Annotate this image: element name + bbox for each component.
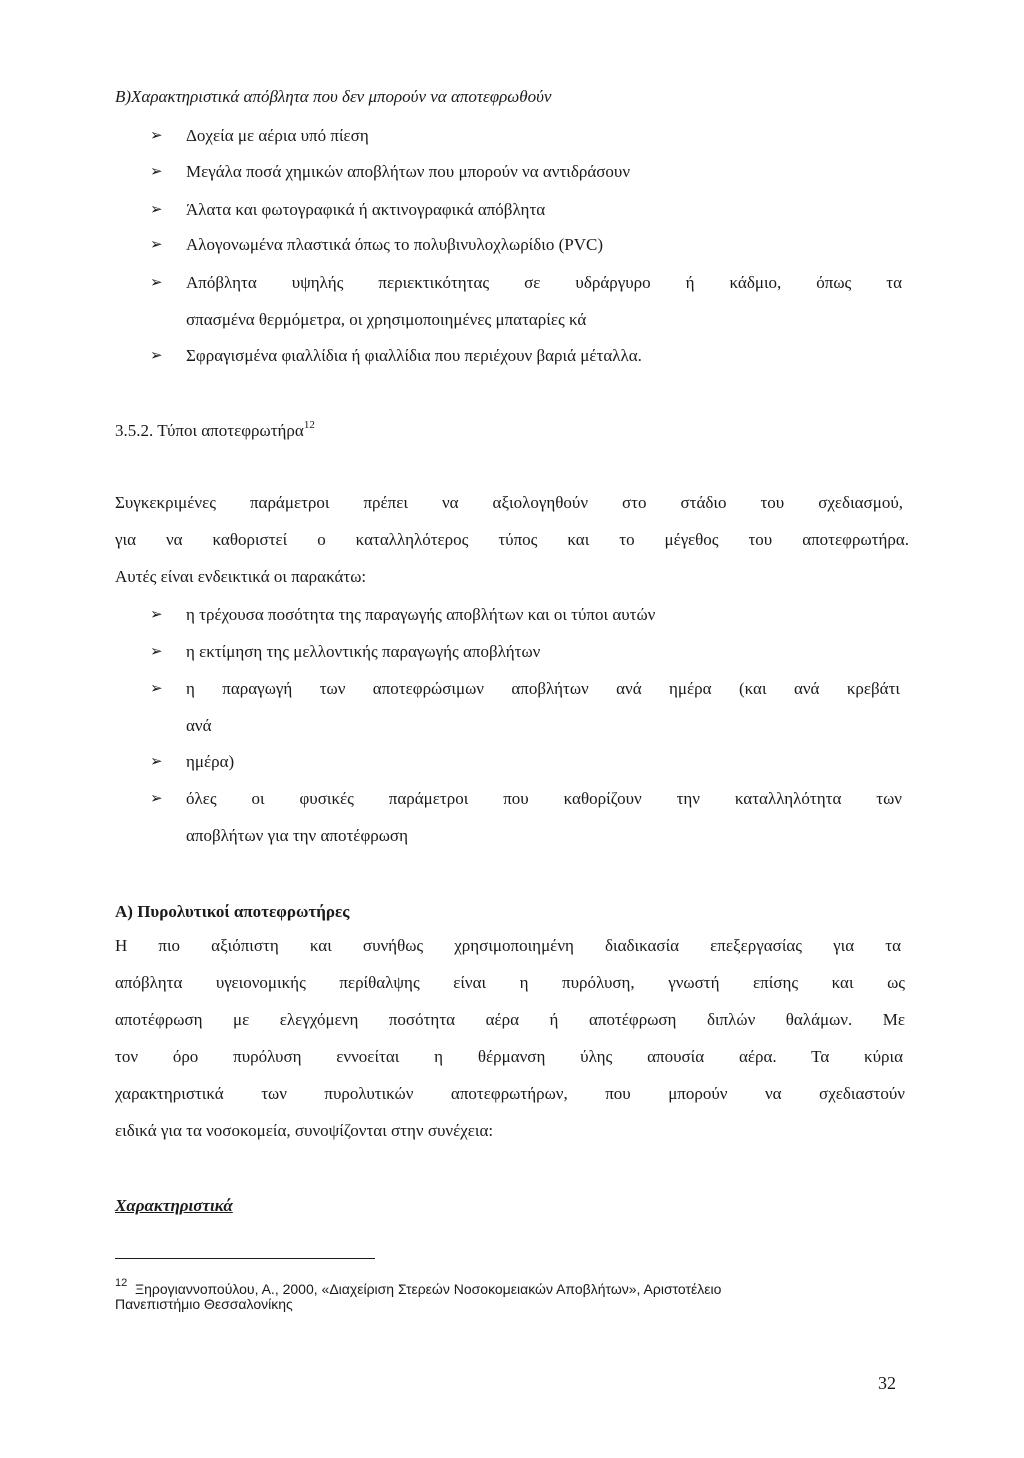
paragraph-line: ειδικά για τα νοσοκομεία, συνοψίζονται στην συνέχεια:	[115, 1121, 494, 1140]
list-item: Δοχεία με αέρια υπό πίεση	[186, 126, 369, 145]
bullet-icon: ➢	[150, 754, 163, 770]
list-item: Αλογονωμένα πλαστικά όπως το πολυβινυλοχλωρίδιο (PVC)	[186, 235, 603, 254]
section-heading	[115, 414, 315, 442]
footnote-number: 12	[115, 1277, 128, 1289]
bullet-icon: ➢	[150, 607, 163, 623]
bullet-icon: ➢	[150, 237, 163, 253]
list-item: η παραγωγή των αποτεφρώσιμων αποβλήτων ανά ημέρα (και ανά κρεβάτι	[186, 679, 900, 698]
subsection-a-title: Α) Πυρολυτικοί αποτεφρωτήρες	[115, 902, 350, 921]
bullet-icon: ➢	[150, 348, 163, 364]
list-item: όλες οι φυσικές παράμετροι που καθορίζουν την καταλληλότητα των	[186, 789, 902, 808]
bullet-icon: ➢	[150, 681, 163, 697]
list-item: ημέρα)	[186, 752, 235, 771]
paragraph-line: Αυτές είναι ενδεικτικά οι παρακάτω:	[115, 567, 367, 586]
bullet-icon: ➢	[150, 128, 163, 144]
list-item-continuation: ανά	[186, 716, 212, 735]
list-item: η τρέχουσα ποσότητα της παραγωγής αποβλήτων και οι τύποι αυτών	[186, 605, 656, 624]
paragraph-line: τον όρο πυρόλυση εννοείται η θέρμανση ύλης απουσία αέρα. Τα κύρια	[115, 1047, 903, 1066]
page-number: 32	[878, 1373, 896, 1393]
section-heading-text: 3.5.2. Τύποι αποτεφρωτήρα	[115, 421, 304, 440]
footnote-text-line2: Πανεπιστήμιο Θεσσαλονίκης	[115, 1296, 293, 1312]
bullet-icon: ➢	[150, 202, 163, 218]
paragraph-line: Συγκεκριμένες παράμετροι πρέπει να αξιολογηθούν στο στάδιο του σχεδιασμού,	[115, 493, 903, 512]
list-item-continuation: αποβλήτων για την αποτέφρωση	[186, 826, 408, 845]
list-item-continuation: σπασμένα θερμόμετρα, οι χρησιμοποιημένες μπαταρίες κά	[186, 310, 587, 329]
list-item: Άλατα και φωτογραφικά ή ακτινογραφικά απόβλητα	[186, 200, 546, 219]
list-item: Μεγάλα ποσά χημικών αποβλήτων που μπορούν να αντιδράσουν	[186, 162, 631, 181]
bullet-icon: ➢	[150, 791, 163, 807]
characteristics-heading: Χαρακτηριστικά	[115, 1196, 233, 1215]
paragraph-line: για να καθοριστεί ο καταλληλότερος τύπος και το μέγεθος του αποτεφρωτήρα.	[115, 530, 909, 549]
footnote-divider	[115, 1258, 375, 1259]
list-item: Απόβλητα υψηλής περιεκτικότητας σε υδράργυρο ή κάδμιο, όπως τα	[186, 273, 902, 292]
bullet-icon: ➢	[150, 644, 163, 660]
paragraph-line: απόβλητα υγειονομικής περίθαλψης είναι η πυρόλυση, γνωστή επίσης και ως	[115, 973, 905, 992]
paragraph-line: χαρακτηριστικά των πυρολυτικών αποτεφρωτήρων, που μπορούν να σχεδιαστούν	[115, 1084, 905, 1103]
bullet-icon: ➢	[150, 275, 163, 291]
paragraph-line: Η πιο αξιόπιστη και συνήθως χρησιμοποιημένη διαδικασία επεξεργασίας για τα	[115, 936, 901, 955]
list-item: Σφραγισμένα φιαλλίδια ή φιαλλίδια που περιέχουν βαριά μέταλλα.	[186, 346, 642, 365]
bullet-icon: ➢	[150, 164, 163, 180]
footnote-text-line1: Ξηρογιαννοπούλου, Α., 2000, «Διαχείριση Στερεών Νοσοκομειακών Αποβλήτων», Αριστοτέλειο	[135, 1281, 722, 1297]
section-b-title: Β)Χαρακτηριστικά απόβλητα που δεν μπορούν να αποτεφρωθούν	[115, 87, 552, 106]
paragraph-line: αποτέφρωση με ελεγχόμενη ποσότητα αέρα ή αποτέφρωση διπλών θαλάμων. Με	[115, 1010, 905, 1029]
list-item: η εκτίμηση της μελλοντικής παραγωγής αποβλήτων	[186, 642, 541, 661]
footnote-reference: 12	[303, 419, 315, 431]
